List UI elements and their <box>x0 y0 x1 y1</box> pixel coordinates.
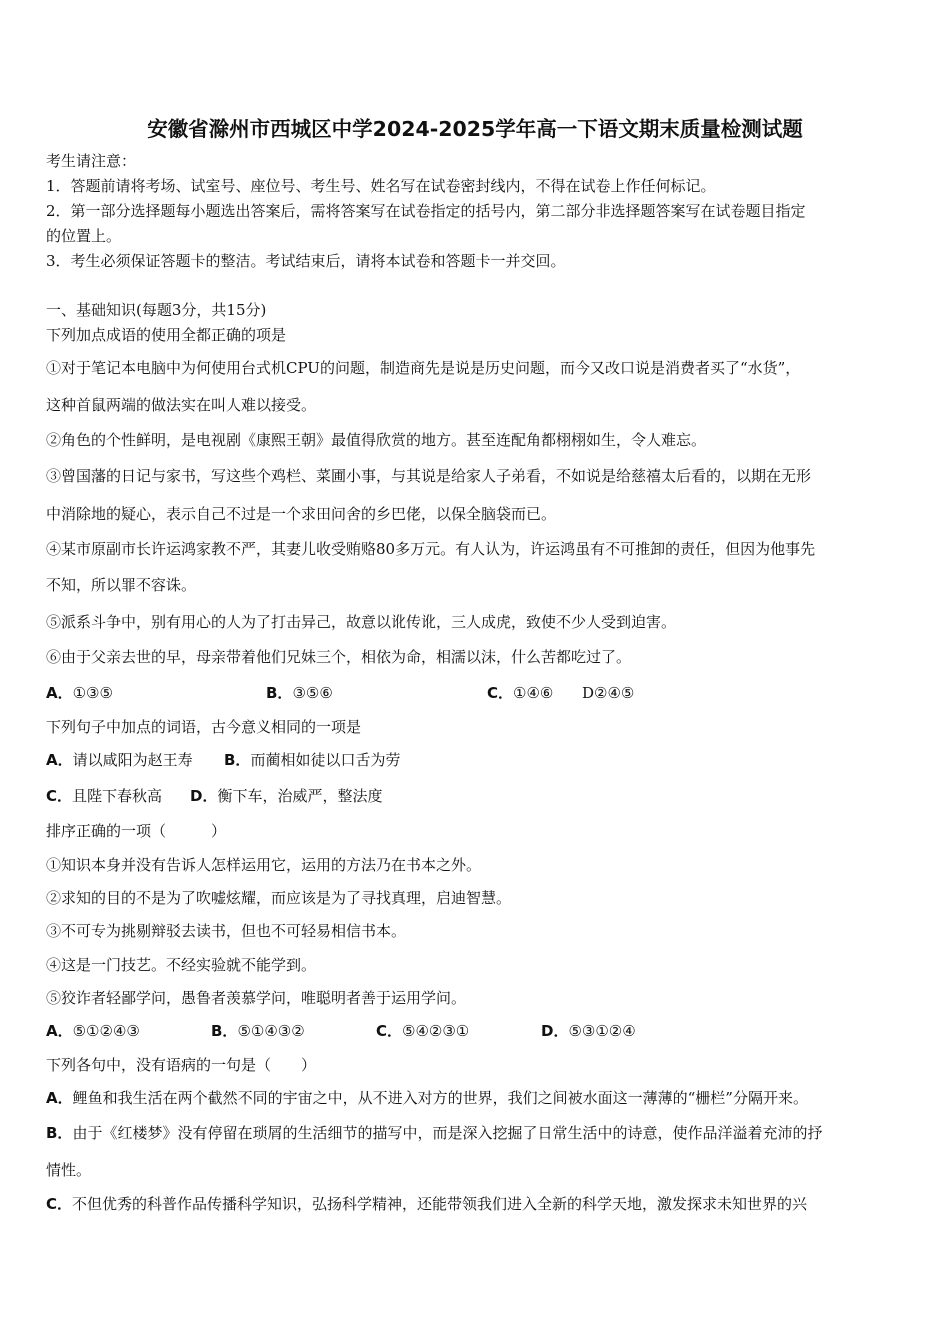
option-c <box>376 1021 469 1041</box>
option-label: C． <box>46 1195 73 1213</box>
option-label: B． <box>224 751 251 769</box>
notice-item: 1．答题前请将考场、试室号、座位号、考生号、姓名写在试卷密封线内，不得在试卷上作任何标记。 <box>46 177 716 195</box>
question-line: 这种首鼠两端的做法实在叫人难以接受。 <box>46 396 317 414</box>
question-line: 不知，所以罪不容诛。 <box>46 576 197 594</box>
question-line: ①知识本身并没有告诉人怎样运用它，运用的方法乃在书本之外。 <box>46 856 482 874</box>
option-d <box>541 1021 636 1041</box>
option-text: 衡下车，治威严，整法度 <box>217 787 383 805</box>
notice-heading: 考生请注意： <box>46 152 137 170</box>
option-b <box>266 683 333 703</box>
notice-item: 3．考生必须保证答题卡的整洁。考试结束后，请将本试卷和答题卡一并交回。 <box>46 252 566 270</box>
question-line: ③曾国藩的日记与家书，写这些个鸡栏、菜圃小事，与其说是给家人子弟看，不如说是给慈禧太后看的，以期在无形 <box>46 467 812 485</box>
option-b <box>46 1123 822 1143</box>
question-stem: 下列各句中，没有语病的一句是（ ） <box>46 1056 317 1074</box>
option-c <box>46 1194 807 1214</box>
option-label: C． <box>376 1022 403 1040</box>
question-line: ⑤派系斗争中，别有用心的人为了打击异己，故意以讹传讹，三人成虎，致使不少人受到迫害。 <box>46 613 677 631</box>
option-label: B． <box>46 1124 73 1142</box>
question-line: ④这是一门技艺。不经实验就不能学到。 <box>46 956 317 974</box>
option-label: A． <box>46 1022 73 1040</box>
option-text: 不但优秀的科普作品传播科学知识，弘扬科学精神，还能带领我们进入全新的科学天地，激发探求未知世界的兴 <box>72 1195 808 1213</box>
option-text: 且陛下春秋高 <box>72 787 163 805</box>
question-line: ⑤狡诈者轻鄙学问，愚鲁者羡慕学问，唯聪明者善于运用学问。 <box>46 989 467 1007</box>
option-text: ③⑤⑥ <box>292 684 333 702</box>
option-label: B． <box>266 684 293 702</box>
option-label: D． <box>541 1022 569 1040</box>
option-c <box>487 683 553 703</box>
option-a <box>46 1088 808 1108</box>
option-text: ①③⑤ <box>72 684 113 702</box>
option-label: C． <box>46 787 73 805</box>
question-line: ①对于笔记本电脑中为何使用台式机CPU的问题，制造商先是说是历史问题，而今又改口说是消费者买了“水货”， <box>46 359 801 377</box>
option-text: ⑤①②④③ <box>72 1022 140 1040</box>
option-text: ①④⑥ <box>513 684 554 702</box>
option-text: 请以咸阳为赵王寿 <box>72 751 193 769</box>
section-heading: 一、基础知识(每题3分，共15分) <box>46 301 267 319</box>
question-line: ④某市原副市长许运鸿家教不严，其妻儿收受贿赂80多万元。有人认为，许运鸿虽有不可推卸的责任，但因为他事先 <box>46 540 816 558</box>
option-label: A． <box>46 751 73 769</box>
option-text: ⑤④②③① <box>402 1022 470 1040</box>
question-line: ③不可专为挑剔辩驳去读书，但也不可轻易相信书本。 <box>46 922 407 940</box>
question-stem: 下列加点成语的使用全都正确的项是 <box>46 326 287 344</box>
option-label: C． <box>487 684 514 702</box>
option-text: ⑤③①②④ <box>568 1022 636 1040</box>
question-line: ⑥由于父亲去世的早，母亲带着他们兄妹三个，相依为命，相濡以沫，什么苦都吃过了。 <box>46 648 632 666</box>
option-a <box>46 683 113 703</box>
option-label: A． <box>46 1089 73 1107</box>
question-line: ②求知的目的不是为了吹嘘炫耀，而应该是为了寻找真理，启迪智慧。 <box>46 889 512 907</box>
option-b <box>211 1021 305 1041</box>
option-a <box>46 750 193 770</box>
option-b-continued: 情性。 <box>46 1161 92 1179</box>
option-c <box>46 786 162 806</box>
option-label: A． <box>46 684 73 702</box>
option-d: D②④⑤ <box>582 684 635 702</box>
option-text: 而蔺相如徒以口舌为劳 <box>250 751 401 769</box>
option-text: 由于《红楼梦》没有停留在琐屑的生活细节的描写中，而是深入挖掘了日常生活中的诗意，使作品洋溢着充沛的抒 <box>72 1124 823 1142</box>
option-text: 鲤鱼和我生活在两个截然不同的宇宙之中，从不进入对方的世界，我们之间被水面这一薄薄的“栅栏”分隔开来。 <box>72 1089 808 1107</box>
question-stem: 下列句子中加点的词语，古今意义相同的一项是 <box>46 718 362 736</box>
question-line: 中消除地的疑心，表示自己不过是一个求田问舍的乡巴佬，以保全脑袋而已。 <box>46 505 557 523</box>
option-a <box>46 1021 140 1041</box>
option-d <box>190 786 382 806</box>
notice-item: 的位置上。 <box>46 227 122 245</box>
option-b <box>224 750 400 770</box>
option-label: D． <box>190 787 218 805</box>
option-text: ⑤①④③② <box>237 1022 305 1040</box>
option-label: B． <box>211 1022 238 1040</box>
notice-item: 2．第一部分选择题每小题选出答案后，需将答案写在试卷指定的括号内，第二部分非选择题答案写在试卷题目指定 <box>46 202 806 220</box>
question-stem: 排序正确的一项（ ） <box>46 822 227 840</box>
question-line: ②角色的个性鲜明，是电视剧《康熙王朝》最值得欣赏的地方。甚至连配角都栩栩如生，令人难忘。 <box>46 431 707 449</box>
page-title: 安徽省滁州市西城区中学2024-2025学年高一下语文期末质量检测试题 <box>147 117 803 141</box>
